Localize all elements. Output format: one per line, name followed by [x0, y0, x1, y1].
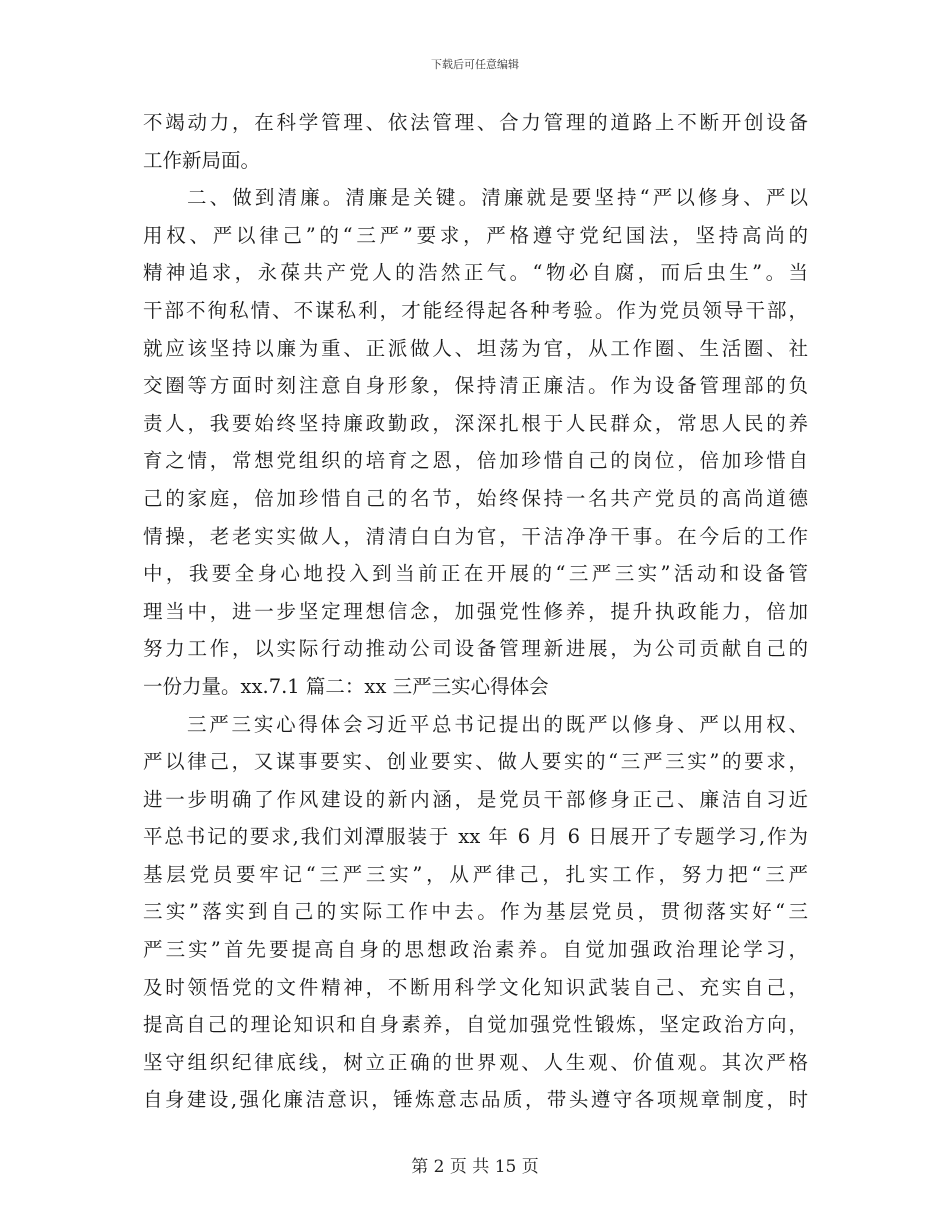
paragraph-line: 二、做到清廉。清廉是关键。清廉就是要坚持“严以修身、严以 — [187, 186, 808, 210]
paragraph-line: 就应该坚持以廉为重、正派做人、坦荡为官，从工作圈、生活圈、社 — [143, 336, 808, 360]
paragraph-line: 三实”落实到自己的实际工作中去。作为基层党员，贯彻落实好“三 — [143, 900, 808, 924]
paragraph-line: 育之情，常想党组织的培育之恩，倍加珍惜自己的岗位，倍加珍惜自 — [143, 449, 808, 473]
paragraph-line: 一份力量。xx.7.1 篇二：xx 三严三实心得体会 — [143, 674, 549, 698]
paragraph-line: 平总书记的要求,我们刘潭服装于 xx 年 6 月 6 日展开了专题学习,作为 — [143, 825, 808, 849]
paragraph-line: 进一步明确了作风建设的新内涵，是党员干部修身正己、廉洁自习近 — [143, 787, 808, 811]
page-footer: 第 2 页 共 15 页 — [411, 1157, 539, 1177]
paragraph-line: 三严三实心得体会习近平总书记提出的既严以修身、严以用权、 — [187, 712, 808, 736]
paragraph-line: 基层党员要牢记“三严三实”，从严律己，扎实工作，努力把“三严 — [143, 862, 808, 886]
paragraph-line: 不竭动力，在科学管理、依法管理、合力管理的道路上不断开创设备 — [143, 111, 808, 134]
paragraph-line: 坚守组织纪律底线，树立正确的世界观、人生观、价值观。其次严格 — [143, 1050, 808, 1074]
paragraph-line: 及时领悟党的文件精神，不断用科学文化知识武装自己、充实自己， — [143, 975, 808, 999]
paragraph-line: 精神追求，永葆共产党人的浩然正气。“物必自腐，而后虫生”。当 — [143, 261, 808, 285]
paragraph-line: 自身建设,强化廉洁意识，锤炼意志品质，带头遵守各项规章制度，时 — [143, 1088, 808, 1112]
paragraph-line: 工作新局面。 — [143, 148, 261, 172]
paragraph-line: 责人，我要始终坚持廉政勤政，深深扎根于人民群众，常思人民的养 — [143, 411, 808, 435]
document-body — [143, 104, 808, 1119]
paragraph-line: 努力工作，以实际行动推动公司设备管理新进展，为公司贡献自己的 — [143, 637, 808, 661]
page-header: 下载后可任意编辑 — [431, 58, 519, 71]
paragraph-line: 己的家庭，倍加珍惜自己的名节，始终保持一名共产党员的高尚道德 — [143, 486, 808, 510]
paragraph-line: 用权、严以律己”的“三严”要求，严格遵守党纪国法，坚持高尚的 — [143, 223, 808, 247]
paragraph-line: 提高自己的理论知识和自身素养，自觉加强党性锻炼，坚定政治方向， — [143, 1013, 808, 1037]
paragraph-line: 理当中，进一步坚定理想信念，加强党性修养，提升执政能力，倍加 — [143, 599, 808, 623]
paragraph-line: 严以律己，又谋事要实、创业要实、做人要实的“三严三实”的要求， — [143, 750, 808, 774]
paragraph-line: 中，我要全身心地投入到当前正在开展的“三严三实”活动和设备管 — [143, 562, 808, 586]
paragraph-line: 交圈等方面时刻注意自身形象，保持清正廉洁。作为设备管理部的负 — [143, 374, 808, 398]
paragraph-line: 严三实”首先要提高自身的思想政治素养。自觉加强政治理论学习， — [143, 938, 808, 962]
paragraph-line: 干部不徇私情、不谋私利，才能经得起各种考验。作为党员领导干部， — [143, 298, 808, 322]
paragraph-line: 情操，老老实实做人，清清白白为官，干洁净净干事。在今后的工作 — [143, 524, 808, 548]
